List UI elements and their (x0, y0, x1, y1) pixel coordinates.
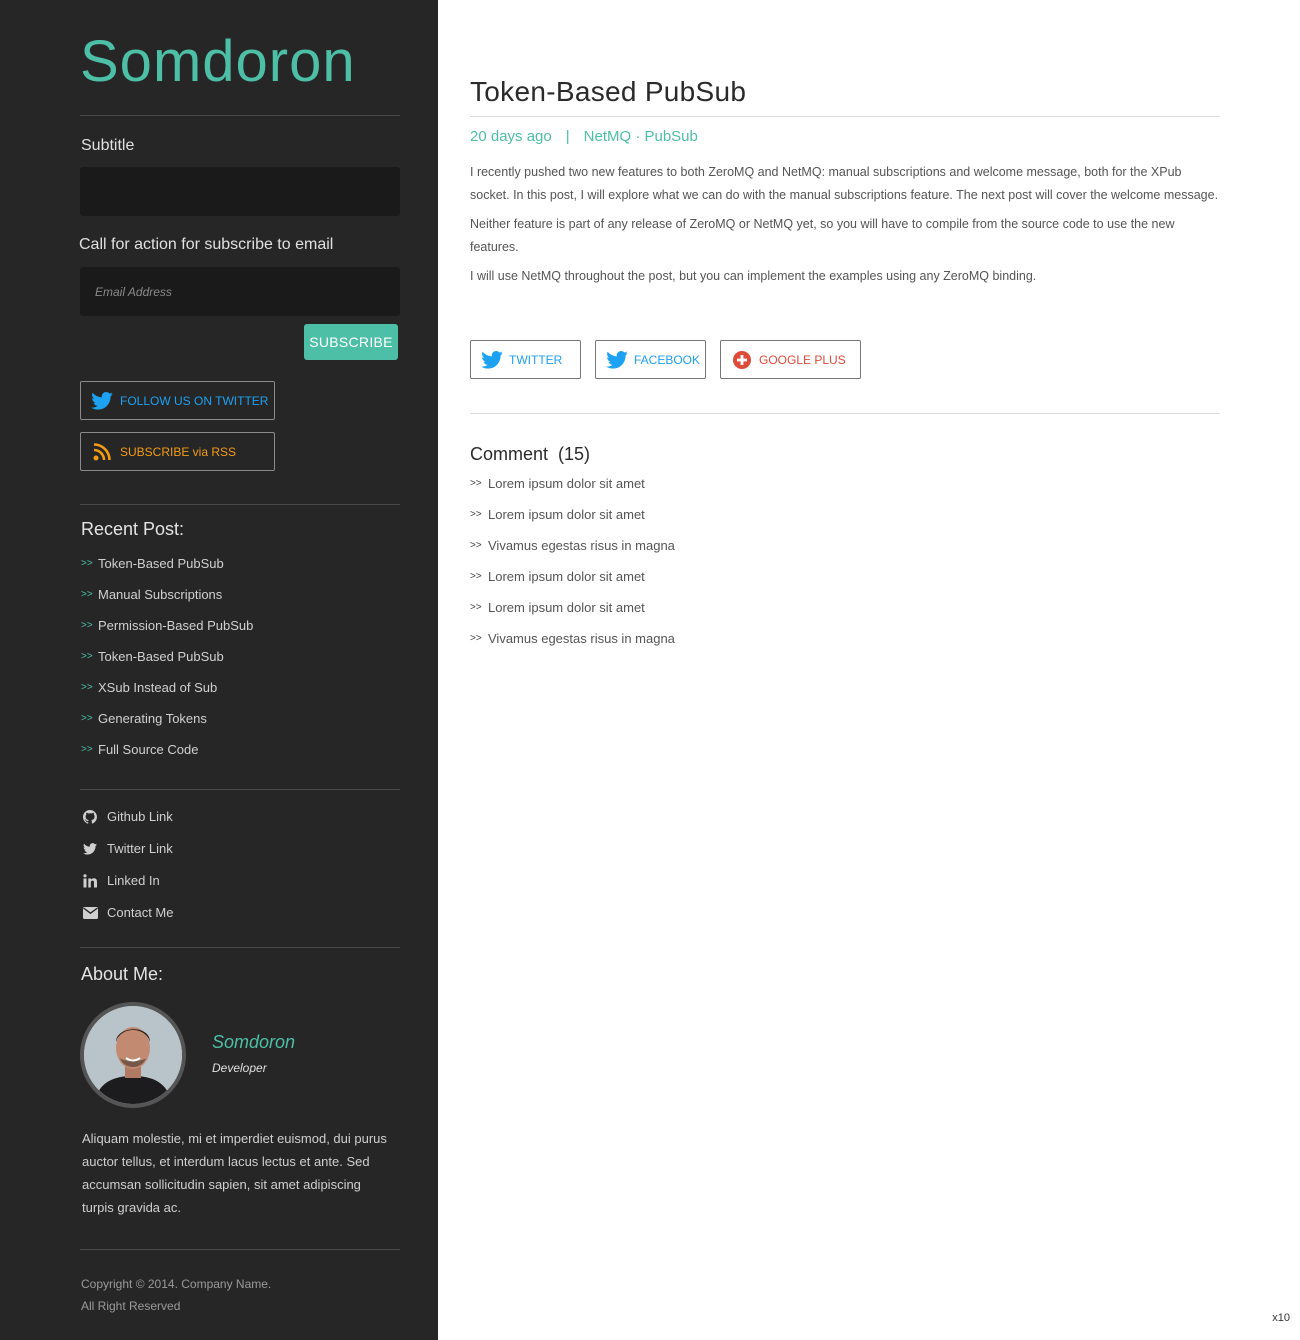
share-twitter-button[interactable] (470, 340, 581, 379)
rights-line: All Right Reserved (81, 1299, 181, 1313)
email-input[interactable] (80, 267, 400, 316)
subscribe-button[interactable]: SUBSCRIBE (304, 324, 398, 360)
zoom-indicator: x10 (1272, 1312, 1290, 1324)
post-date: 20 days ago (470, 128, 552, 145)
subtitle-label: Subtitle (81, 137, 135, 154)
share-google-label: GOOGLE PLUS (759, 352, 846, 367)
comments-title: Comment (15) (470, 444, 591, 464)
post-paragraph: I recently pushed two new features to both ZeroMQ and NetMQ: manual subscriptions and welcome message, both for the XPub socket. In this post, I will explore what we can do with the manual subscriptions feature. The next post will cover the welcome message. (470, 165, 1219, 202)
comment-item[interactable]: >> Lorem ipsum dolor sit amet (470, 600, 645, 615)
linkedin-icon (83, 873, 107, 889)
chevron-right-icon: >> (81, 682, 93, 693)
subtitle-input[interactable] (80, 167, 400, 216)
meta-separator: | (565, 128, 570, 145)
brand-title[interactable]: Somdoron (80, 29, 356, 94)
twitter-icon (481, 349, 503, 371)
avatar (80, 1002, 186, 1108)
comment-item[interactable]: >> Lorem ipsum dolor sit amet (470, 507, 645, 522)
divider (80, 504, 400, 505)
github-icon (83, 809, 107, 825)
author-name[interactable]: Somdoron (212, 1032, 296, 1052)
chevron-right-icon: >> (81, 589, 93, 600)
share-facebook-button[interactable] (595, 340, 706, 379)
divider (80, 789, 400, 790)
recent-posts-title: Recent Post: (81, 519, 185, 539)
twitter-icon (91, 390, 113, 412)
envelope-icon (83, 905, 107, 921)
chevron-right-icon: >> (81, 651, 93, 662)
recent-post-item[interactable]: >> Generating Tokens (81, 711, 207, 726)
rss-icon (91, 441, 113, 463)
recent-post-item[interactable]: >> Token-Based PubSub (81, 649, 224, 664)
copyright-line: Copyright © 2014. Company Name. (81, 1277, 272, 1291)
post-title: Token-Based PubSub (470, 76, 747, 107)
google-plus-icon (731, 349, 753, 371)
divider (80, 1249, 400, 1250)
comment-item[interactable]: >> Lorem ipsum dolor sit amet (470, 476, 645, 491)
recent-post-item[interactable]: >> XSub Instead of Sub (81, 680, 218, 695)
twitter-icon (83, 841, 107, 857)
share-twitter-label: TWITTER (509, 352, 563, 367)
about-text: Aliquam molestie, mi et imperdiet euismod, dui purus auctor tellus, et interdum lacus lectus et ante. Sed accumsan sollicitudin sapien, sit amet adipiscing turpis gravida ac. (82, 1131, 387, 1215)
chevron-right-icon: >> (81, 558, 93, 569)
divider (80, 115, 400, 116)
comment-item[interactable]: >> Vivamus egestas risus in magna (470, 631, 675, 646)
divider (80, 947, 400, 948)
recent-post-item[interactable]: >> Full Source Code (81, 742, 199, 757)
divider (470, 413, 1220, 414)
subscribe-rss-label: SUBSCRIBE via RSS (120, 444, 237, 459)
recent-post-item[interactable]: >> Token-Based PubSub (81, 556, 224, 571)
post-paragraph: I will use NetMQ throughout the post, but you can implement the examples using any ZeroMQ binding. (470, 269, 1037, 283)
share-google-button[interactable] (720, 340, 861, 379)
chevron-right-icon: >> (470, 540, 482, 551)
recent-post-item[interactable]: >> Manual Subscriptions (81, 587, 223, 602)
recent-post-item[interactable]: >> Permission-Based PubSub (81, 618, 254, 633)
follow-twitter-label: FOLLOW US ON TWITTER (120, 393, 269, 408)
chevron-right-icon: >> (470, 633, 482, 644)
author-role: Developer (212, 1061, 267, 1075)
follow-twitter-button[interactable] (80, 381, 275, 420)
social-links-list (83, 809, 173, 937)
divider (470, 116, 1220, 117)
twitter-icon (606, 349, 628, 371)
chevron-right-icon: >> (470, 571, 482, 582)
post-meta (470, 128, 698, 145)
chevron-right-icon: >> (470, 509, 482, 520)
share-facebook-label: FACEBOOK (634, 352, 701, 367)
cta-label: Call for action for subscribe to email (79, 236, 334, 253)
contact-link[interactable]: Contact Me (83, 905, 173, 937)
github-link[interactable]: Github Link (83, 809, 173, 841)
comment-item[interactable]: >> Vivamus egestas risus in magna (470, 538, 675, 553)
post-body (470, 161, 1220, 294)
recent-posts-list (81, 556, 253, 773)
comment-item[interactable]: >> Lorem ipsum dolor sit amet (470, 569, 645, 584)
chevron-right-icon: >> (470, 602, 482, 613)
chevron-right-icon: >> (81, 713, 93, 724)
post-tags[interactable]: NetMQ · PubSub (583, 128, 698, 145)
chevron-right-icon: >> (470, 478, 482, 489)
linkedin-link[interactable]: Linked In (83, 873, 173, 905)
chevron-right-icon: >> (81, 744, 93, 755)
post-paragraph: Neither feature is part of any release of ZeroMQ or NetMQ yet, so you will have to compile from the source code to use the new features. (470, 217, 1175, 254)
sidebar (0, 0, 438, 1340)
comments-list (470, 476, 675, 662)
subscribe-rss-button[interactable] (80, 432, 275, 471)
twitter-link[interactable]: Twitter Link (83, 841, 173, 873)
chevron-right-icon: >> (81, 620, 93, 631)
about-title: About Me: (81, 964, 164, 984)
